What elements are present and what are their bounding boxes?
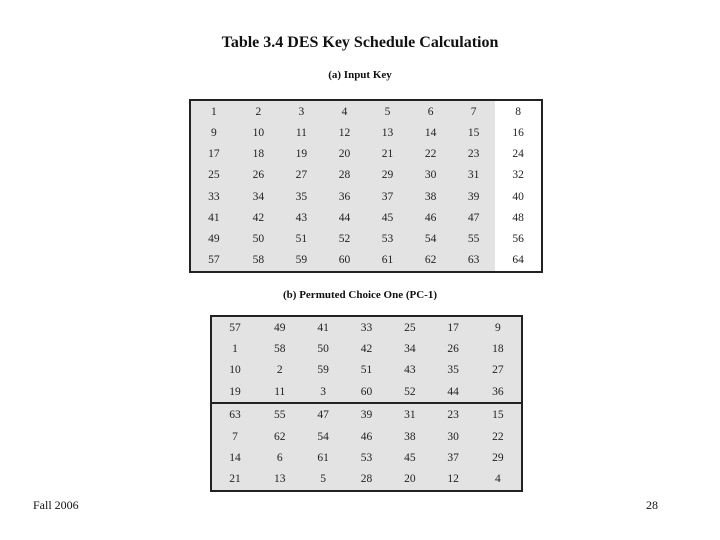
table-cell: 35: [295, 190, 308, 203]
table-cell: 23: [467, 148, 480, 161]
table-row: [190, 228, 542, 249]
table-cell: 3: [320, 385, 326, 398]
table-cell: 7: [232, 430, 238, 443]
table-cell: 20: [404, 473, 416, 486]
table-cell: 44: [447, 385, 459, 398]
table-cell: 22: [492, 430, 504, 443]
table-row: [211, 426, 522, 447]
table-cell: 45: [404, 451, 416, 464]
table-cell: 30: [447, 430, 459, 443]
table-cell: 25: [404, 321, 416, 334]
table-row: [211, 338, 522, 359]
table-row: [190, 122, 542, 143]
table-cell: 57: [229, 321, 241, 334]
table-row: [211, 316, 522, 338]
table-cell: 63: [211, 403, 258, 425]
table-cell: 51: [360, 364, 373, 377]
page-number: 28: [646, 498, 658, 512]
table-cell: 36: [492, 385, 504, 398]
table-cell: 52: [404, 385, 416, 398]
table-cell: 51: [295, 233, 308, 246]
table-cell: 6: [427, 105, 434, 118]
table-cell: 57: [208, 254, 220, 267]
table-cell: 5: [384, 105, 391, 118]
table-cell: 21: [229, 473, 241, 486]
table-cell: 29: [381, 169, 394, 182]
table-cell: 14: [229, 451, 241, 464]
page-title: Table 3.4 DES Key Schedule Calculation: [221, 34, 499, 51]
table-row: [211, 469, 522, 491]
table-cell: 28: [338, 169, 351, 182]
table-cell: 11: [295, 126, 307, 139]
table-cell: 43: [295, 211, 308, 224]
table-cell: 56: [495, 228, 542, 249]
input-key-caption: (a) Input Key: [328, 69, 392, 81]
table-cell: 61: [381, 254, 394, 267]
table-cell: 54: [317, 430, 329, 443]
table-cell: 37: [381, 190, 394, 203]
table-cell: 60: [360, 385, 373, 398]
table-cell: 17: [447, 321, 459, 334]
table-row: [190, 207, 542, 228]
table-cell: 41: [208, 211, 220, 224]
table-cell: 60: [338, 254, 351, 267]
table-cell: 62: [274, 430, 286, 443]
table-cell: 50: [317, 343, 329, 356]
table-cell: 46: [424, 211, 437, 224]
table-row: [190, 250, 542, 272]
table-cell: 27: [492, 364, 504, 377]
table-cell: 64: [495, 250, 542, 272]
table-cell: 24: [495, 143, 542, 164]
table-cell: 19: [295, 148, 308, 161]
table-row: [211, 447, 522, 468]
table-cell: 50: [252, 233, 265, 246]
table-cell: 45: [381, 211, 394, 224]
table-cell: 34: [252, 190, 265, 203]
table-row: [211, 360, 522, 381]
table-cell: 47: [467, 211, 480, 224]
table-cell: 1: [232, 343, 238, 356]
table-cell: 49: [274, 321, 286, 334]
table-cell: 58: [274, 343, 286, 356]
table-cell: 4: [341, 105, 348, 118]
table-cell: 36: [338, 190, 351, 203]
table-cell: 41: [317, 321, 329, 334]
pc1-caption: (b) Permuted Choice One (PC-1): [283, 289, 437, 301]
table-cell: 13: [274, 473, 286, 486]
table-cell: 8: [495, 100, 542, 122]
table-cell: 34: [404, 343, 416, 356]
table-cell: 48: [495, 207, 542, 228]
table-cell: 11: [274, 385, 286, 398]
table-cell: 33: [208, 190, 220, 203]
table-cell: 1: [211, 105, 217, 118]
table-cell: 29: [492, 451, 504, 464]
table-cell: 18: [252, 148, 265, 161]
table-cell: 33: [360, 321, 373, 334]
table-cell: 52: [338, 233, 351, 246]
table-cell: 54: [424, 233, 437, 246]
table-cell: 30: [424, 169, 437, 182]
table-cell: 26: [447, 343, 459, 356]
table-cell: 44: [338, 211, 351, 224]
table-cell: 39: [345, 403, 388, 425]
table-cell: 20: [338, 148, 351, 161]
table-cell: 23: [431, 403, 474, 425]
table-cell: 38: [404, 430, 416, 443]
table-cell: 17: [208, 148, 220, 161]
table-row: [211, 403, 522, 425]
table-cell: 55: [467, 233, 480, 246]
table-row: [190, 165, 542, 186]
table-cell: 40: [495, 186, 542, 207]
table-cell: 37: [447, 451, 459, 464]
table-row: [190, 186, 542, 207]
table-cell: 4: [495, 473, 501, 486]
table-row: [211, 381, 522, 403]
table-cell: 31: [388, 403, 431, 425]
table-cell: 10: [229, 364, 241, 377]
table-cell: 55: [258, 403, 301, 425]
table-cell: 19: [229, 385, 241, 398]
table-cell: 25: [208, 169, 220, 182]
table-cell: 5: [320, 473, 326, 486]
table-cell: 18: [492, 343, 504, 356]
table-cell: 43: [404, 364, 416, 377]
table-cell: 59: [317, 364, 329, 377]
table-cell: 61: [317, 451, 329, 464]
table-cell: 59: [295, 254, 308, 267]
table-cell: 22: [424, 148, 437, 161]
table-cell: 2: [255, 105, 262, 118]
table-cell: 46: [360, 430, 373, 443]
table-row: [190, 143, 542, 164]
table-row: [190, 100, 542, 122]
table-cell: 53: [360, 451, 373, 464]
table-cell: 32: [495, 165, 542, 186]
table-cell: 6: [276, 451, 283, 464]
table-cell: 53: [381, 233, 394, 246]
table-cell: 62: [424, 254, 437, 267]
table-cell: 63: [467, 254, 480, 267]
table-cell: 15: [475, 403, 522, 425]
table-cell: 3: [298, 105, 305, 118]
table-cell: 21: [381, 148, 394, 161]
table-cell: 58: [252, 254, 265, 267]
table-cell: 42: [360, 343, 373, 356]
table-cell: 7: [470, 105, 477, 118]
table-cell: 12: [338, 126, 351, 139]
table-cell: 47: [301, 403, 344, 425]
table-cell: 49: [208, 233, 220, 246]
table-cell: 27: [295, 169, 308, 182]
table-cell: 14: [424, 126, 437, 139]
table-cell: 15: [467, 126, 480, 139]
table-cell: 35: [447, 364, 459, 377]
table-cell: 2: [276, 364, 283, 377]
table-cell: 16: [495, 122, 542, 143]
table-cell: 13: [381, 126, 394, 139]
table-cell: 38: [424, 190, 437, 203]
table-cell: 31: [467, 169, 480, 182]
footer-date: Fall 2006: [33, 498, 79, 512]
table-cell: 26: [252, 169, 265, 182]
table-cell: 28: [360, 473, 373, 486]
table-cell: 9: [211, 126, 217, 139]
input-key-table: [189, 99, 543, 273]
table-cell: 9: [495, 321, 501, 334]
table-cell: 42: [252, 211, 265, 224]
pc1-table: [210, 315, 523, 492]
table-cell: 12: [447, 473, 459, 486]
table-cell: 39: [467, 190, 480, 203]
table-cell: 10: [252, 126, 265, 139]
